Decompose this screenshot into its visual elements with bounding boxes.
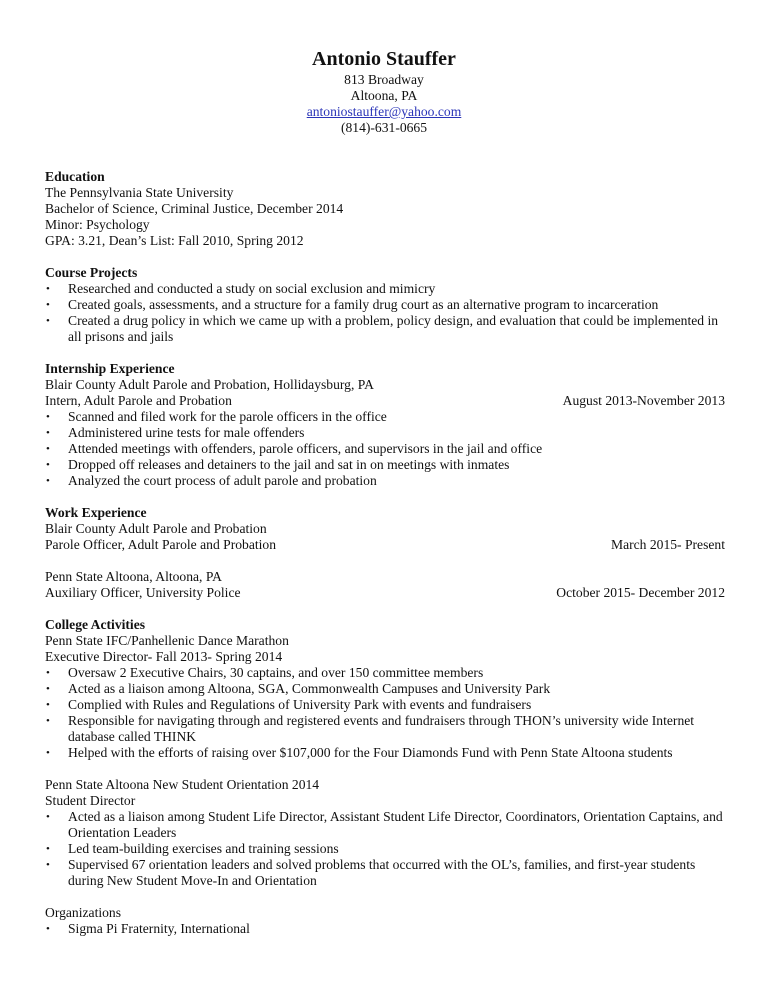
internship-org: Blair County Adult Parole and Probation, Hollidaysburg, PA	[45, 377, 374, 392]
street-address: 813 Broadway	[344, 72, 424, 87]
internship-list	[45, 409, 725, 489]
thon-list	[45, 665, 725, 761]
bullet-icon: •	[46, 315, 50, 327]
bullet-icon: •	[46, 475, 50, 487]
work-job2-role: Auxiliary Officer, University Police	[45, 585, 241, 600]
work-job2-org: Penn State Altoona, Altoona, PA	[45, 569, 222, 584]
bullet-icon: •	[46, 699, 50, 711]
course-projects-list	[45, 281, 725, 345]
education-minor: Minor: Psychology	[45, 217, 150, 232]
internship-heading: Internship Experience	[45, 361, 175, 376]
bullet-icon: •	[46, 923, 50, 935]
bullet-icon: •	[46, 843, 50, 855]
organizations-list	[45, 921, 725, 937]
list-item: • Attended meetings with offenders, parole officers, and supervisors in the jail and office	[46, 441, 543, 456]
orientation-org: Penn State Altoona New Student Orientation 2014	[45, 777, 320, 792]
bullet-icon: •	[46, 667, 50, 679]
phone-number: (814)-631-0665	[340, 120, 428, 135]
bullet-icon: •	[46, 715, 50, 727]
work-job1-org: Blair County Adult Parole and Probation	[45, 521, 267, 536]
course-projects-heading: Course Projects	[45, 265, 138, 280]
internship-role-row	[45, 393, 725, 409]
candidate-name: Antonio Stauffer	[312, 48, 456, 70]
list-item: • Researched and conducted a study on social exclusion and mimicry	[46, 281, 436, 296]
bullet-icon: •	[46, 683, 50, 695]
list-item: • Helped with the efforts of raising over $107,000 for the Four Diamonds Fund with Penn State Altoona students	[46, 745, 673, 760]
list-item: • Responsible for navigating through and registered events and fundraisers through THON’s university wide Internet database called THINK	[46, 713, 695, 744]
bullet-icon: •	[46, 411, 50, 423]
list-item: • Complied with Rules and Regulations of University Park with events and fundraisers	[46, 697, 532, 712]
list-item: • Created goals, assessments, and a structure for a family drug court as an alternative program to incarceration	[46, 297, 659, 312]
internship-dates: August 2013-November 2013	[562, 393, 725, 408]
list-item: • Acted as a liaison among Student Life Director, Assistant Student Life Director, Coordinators, Orientation Captains, and Orientation Leaders	[46, 809, 723, 840]
bullet-icon: •	[46, 427, 50, 439]
college-heading: College Activities	[45, 617, 146, 632]
bullet-icon: •	[46, 283, 50, 295]
bullet-icon: •	[46, 859, 50, 871]
organizations-heading: Organizations	[45, 905, 122, 920]
city-state: Altoona, PA	[350, 88, 418, 103]
education-school: The Pennsylvania State University	[45, 185, 234, 200]
work-job1-dates: March 2015- Present	[610, 537, 725, 552]
list-item: • Administered urine tests for male offenders	[46, 425, 305, 440]
work-job2-dates: October 2015- December 2012	[556, 585, 725, 600]
list-item: • Oversaw 2 Executive Chairs, 30 captains, and over 150 committee members	[46, 665, 484, 680]
bullet-icon: •	[46, 747, 50, 759]
email-link[interactable]: antoniostauffer@yahoo.com	[306, 104, 462, 119]
resume-header	[0, 46, 768, 136]
resume-body	[45, 169, 725, 937]
bullet-icon: •	[46, 443, 50, 455]
bullet-icon: •	[46, 299, 50, 311]
thon-role: Executive Director- Fall 2013- Spring 2014	[45, 649, 283, 664]
orientation-role: Student Director	[45, 793, 136, 808]
list-item: • Dropped off releases and detainers to the jail and sat in on meetings with inmates	[46, 457, 510, 472]
education-degree: Bachelor of Science, Criminal Justice, December 2014	[45, 201, 344, 216]
work-heading: Work Experience	[45, 505, 147, 520]
education-gpa: GPA: 3.21, Dean’s List: Fall 2010, Spring 2012	[45, 233, 304, 248]
work-job1-row	[45, 537, 725, 553]
list-item: • Led team-building exercises and training sessions	[46, 841, 339, 856]
list-item: • Created a drug policy in which we came up with a problem, policy design, and evaluation that could be implemented in all prisons and jails	[46, 313, 719, 344]
thon-org: Penn State IFC/Panhellenic Dance Marathon	[45, 633, 289, 648]
education-heading: Education	[45, 169, 105, 184]
list-item: • Scanned and filed work for the parole officers in the office	[46, 409, 387, 424]
work-job2-row	[45, 585, 725, 601]
list-item: • Analyzed the court process of adult parole and probation	[46, 473, 377, 488]
bullet-icon: •	[46, 459, 50, 471]
list-item: • Sigma Pi Fraternity, International	[46, 921, 250, 936]
work-job1-role: Parole Officer, Adult Parole and Probation	[45, 537, 277, 552]
list-item: • Acted as a liaison among Altoona, SGA, Commonwealth Campuses and University Park	[46, 681, 551, 696]
internship-role: Intern, Adult Parole and Probation	[45, 393, 232, 408]
bullet-icon: •	[46, 811, 50, 823]
orientation-list	[45, 809, 725, 889]
list-item: • Supervised 67 orientation leaders and solved problems that occurred with the OL’s, families, and first-year students during New Student Move-In and Orientation	[46, 857, 696, 888]
